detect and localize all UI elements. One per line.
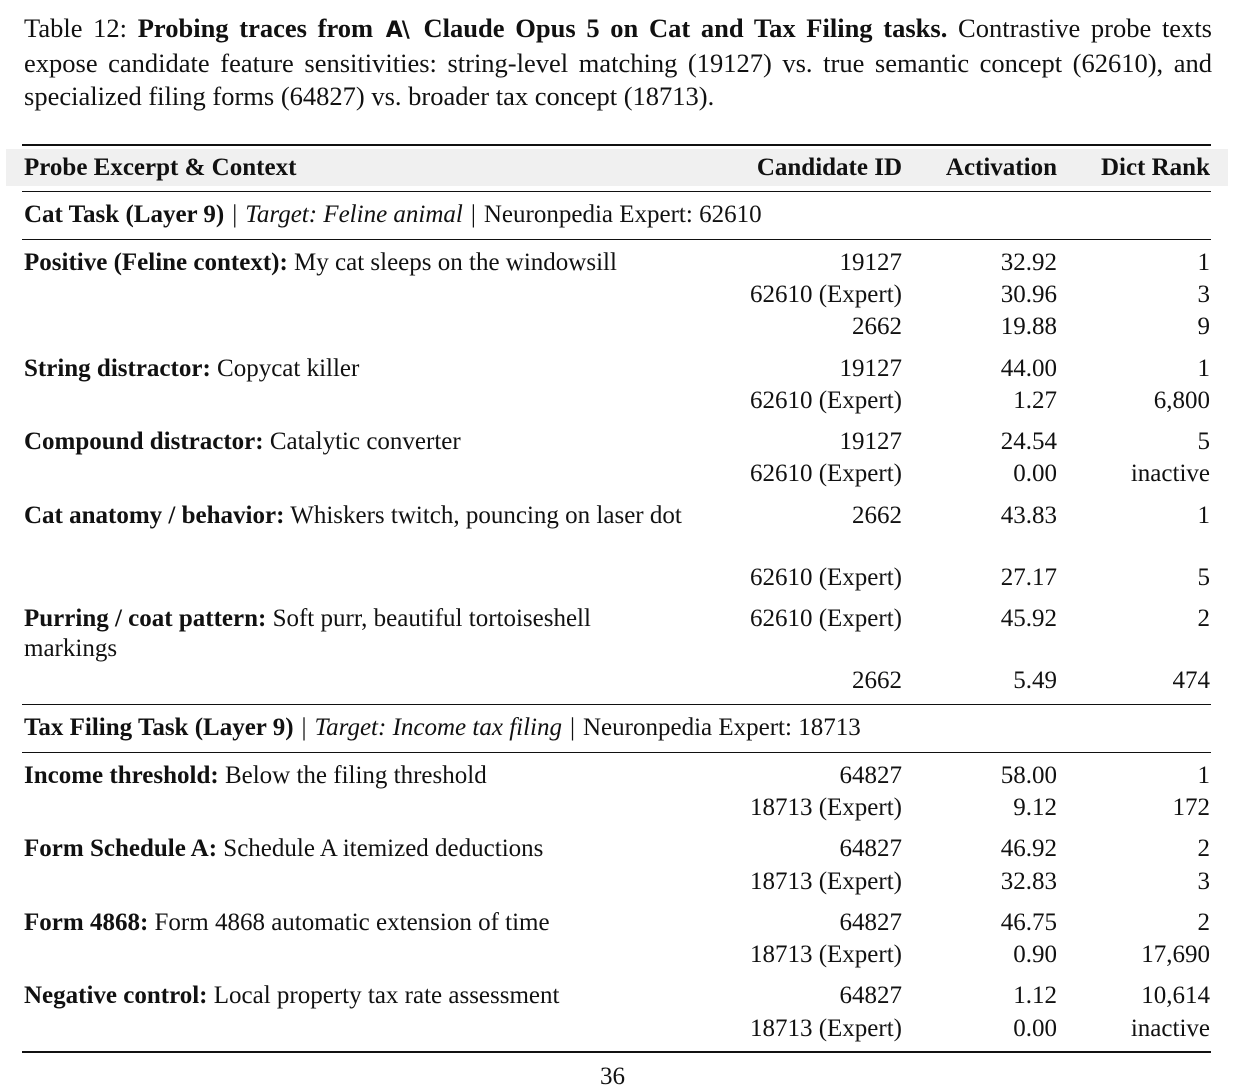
section-target: Target: Income tax filing <box>314 714 562 741</box>
dict-rank: 2 <box>1197 835 1210 862</box>
activation-value: 43.83 <box>1000 502 1057 529</box>
activation-value: 0.00 <box>1013 460 1057 487</box>
candidate-id: 18713 (Expert) <box>749 941 902 968</box>
section-divider <box>22 704 1211 705</box>
activation-value: 9.12 <box>1013 794 1057 821</box>
activation-value: 0.90 <box>1013 941 1057 968</box>
probe-text: Soft purr, beautiful tortoiseshell markings <box>24 605 591 662</box>
candidate-id: 64827 <box>839 909 902 936</box>
probe-label: String distractor: <box>24 355 211 382</box>
header-rule <box>22 191 1211 192</box>
candidate-id: 19127 <box>839 428 902 455</box>
page-number: 36 <box>600 1063 625 1090</box>
probe-label: Positive (Feline context): <box>24 249 288 276</box>
top-rule <box>22 144 1211 146</box>
dict-rank: 17,690 <box>1141 941 1210 968</box>
candidate-id: 62610 (Expert) <box>749 605 902 632</box>
activation-value: 46.92 <box>1000 835 1057 862</box>
section-rule <box>22 239 1211 240</box>
probe-text: Catalytic converter <box>269 428 461 455</box>
caption-bold-1: Probing traces from <box>137 13 374 43</box>
candidate-id: 62610 (Expert) <box>749 460 902 487</box>
section-name: Tax Filing Task (Layer 9) <box>24 714 294 741</box>
section-title-cat: Cat Task (Layer 9) | Target: Feline animal | Neuronpedia Expert: 62610 <box>24 201 762 228</box>
candidate-id: 62610 (Expert) <box>749 281 902 308</box>
activation-value: 44.00 <box>1000 355 1057 382</box>
dict-rank: 1 <box>1197 355 1210 382</box>
probe-label: Negative control: <box>24 982 208 1009</box>
section-rule <box>22 752 1211 753</box>
probe-label: Income threshold: <box>24 762 219 789</box>
candidate-id: 18713 (Expert) <box>749 868 902 895</box>
activation-value: 0.00 <box>1013 1015 1057 1042</box>
activation-value: 5.49 <box>1013 667 1057 694</box>
probe-text: Form 4868 automatic extension of time <box>154 909 550 936</box>
activation-value: 46.75 <box>1000 909 1057 936</box>
section-name: Cat Task (Layer 9) <box>24 201 225 228</box>
probe-text: Whiskers twitch, pouncing on laser dot <box>290 502 682 529</box>
dict-rank: 1 <box>1197 502 1210 529</box>
candidate-id: 19127 <box>839 249 902 276</box>
candidate-id: 18713 (Expert) <box>749 794 902 821</box>
section-expert: Neuronpedia Expert: 62610 <box>483 201 762 228</box>
caption-label: Table 12: <box>24 13 128 43</box>
candidate-id: 64827 <box>839 982 902 1009</box>
dict-rank: 2 <box>1197 909 1210 936</box>
dict-rank: 3 <box>1197 281 1210 308</box>
bottom-rule <box>22 1051 1211 1053</box>
header-activation: Activation <box>945 154 1057 181</box>
probe-text: Copycat killer <box>217 355 360 382</box>
dict-rank: 6,800 <box>1153 387 1210 414</box>
activation-value: 19.88 <box>1000 313 1057 340</box>
dict-rank: 172 <box>1172 794 1210 821</box>
anthropic-logo-icon: A\ <box>385 18 409 43</box>
activation-value: 24.54 <box>1000 428 1057 455</box>
dict-rank: inactive <box>1130 460 1210 487</box>
activation-value: 45.92 <box>1000 605 1057 632</box>
dict-rank: 474 <box>1172 667 1210 694</box>
candidate-id: 2662 <box>852 502 902 529</box>
candidate-id: 64827 <box>839 762 902 789</box>
header-excerpt: Probe Excerpt & Context <box>24 154 297 181</box>
candidate-id: 2662 <box>852 667 902 694</box>
header-candidate: Candidate ID <box>756 154 902 181</box>
dict-rank: 1 <box>1197 249 1210 276</box>
dict-rank: 9 <box>1197 313 1210 340</box>
section-expert: Neuronpedia Expert: 18713 <box>583 714 861 741</box>
probe-label: Purring / coat pattern: <box>24 605 267 632</box>
section-target: Target: Feline animal <box>245 201 463 228</box>
table-caption <box>24 12 1212 113</box>
probe-label: Form 4868: <box>24 909 149 936</box>
probe-label: Compound distractor: <box>24 428 264 455</box>
activation-value: 1.27 <box>1013 387 1057 414</box>
candidate-id: 2662 <box>852 313 902 340</box>
caption-bold-2: Claude Opus 5 on Cat and Tax Filing tasks. <box>423 13 948 43</box>
dict-rank: inactive <box>1130 1015 1210 1042</box>
activation-value: 30.96 <box>1000 281 1057 308</box>
activation-value: 27.17 <box>1000 564 1057 591</box>
caption-text: Contrastive probe texts expose candidate feature sensitivities: string-level matching (19127) vs. true semantic concept (62610), and specialized filing forms (64827) vs. broader tax concept (18713). <box>24 13 1212 111</box>
probe-text: My cat sleeps on the windowsill <box>294 249 617 276</box>
activation-value: 58.00 <box>1000 762 1057 789</box>
probe-text: Below the filing threshold <box>224 762 487 789</box>
candidate-id: 19127 <box>839 355 902 382</box>
dict-rank: 5 <box>1197 564 1210 591</box>
probe-text: Local property tax rate assessment <box>213 982 560 1009</box>
dict-rank: 1 <box>1197 762 1210 789</box>
header-rank: Dict Rank <box>1100 154 1210 181</box>
activation-value: 1.12 <box>1013 982 1057 1009</box>
probe-label: Form Schedule A: <box>24 835 218 862</box>
candidate-id: 62610 (Expert) <box>749 387 902 414</box>
dict-rank: 5 <box>1197 428 1210 455</box>
dict-rank: 10,614 <box>1141 982 1210 1009</box>
probe-label: Cat anatomy / behavior: <box>24 502 285 529</box>
activation-value: 32.92 <box>1000 249 1057 276</box>
probe-text: Schedule A itemized deductions <box>223 835 544 862</box>
dict-rank: 2 <box>1197 605 1210 632</box>
dict-rank: 3 <box>1197 868 1210 895</box>
activation-value: 32.83 <box>1000 868 1057 895</box>
candidate-id: 64827 <box>839 835 902 862</box>
candidate-id: 18713 (Expert) <box>749 1015 902 1042</box>
section-title-tax: Tax Filing Task (Layer 9) | Target: Income tax filing | Neuronpedia Expert: 18713 <box>24 714 861 741</box>
candidate-id: 62610 (Expert) <box>749 564 902 591</box>
